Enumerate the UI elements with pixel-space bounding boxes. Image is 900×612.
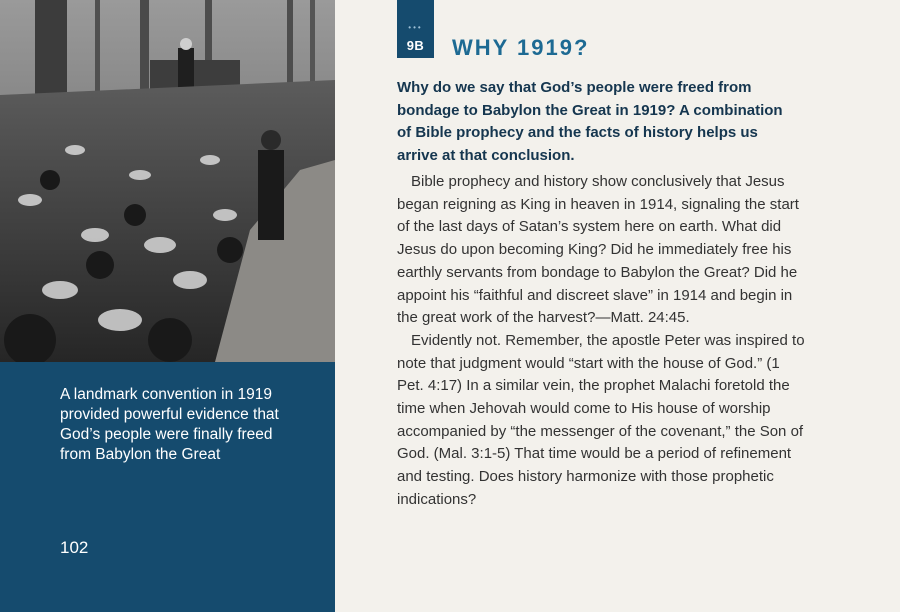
- badge-dots: •••: [408, 23, 423, 32]
- photo-caption: A landmark convention in 1919 provided powerful evidence that God’s people were finally freed from Babylon the Great: [60, 386, 279, 463]
- left-column: [0, 0, 335, 612]
- intro-paragraph: Why do we say that God’s people were freed from bondage to Babylon the Great in 1919? A combination of Bible prophecy and the facts of history helps us arrive at that conclusion.: [397, 79, 783, 164]
- page-number: 102: [60, 538, 89, 557]
- right-column: [335, 0, 900, 612]
- box-badge: [397, 0, 434, 58]
- body-paragraph: Evidently not. Remember, the apostle Peter was inspired to note that judgment would “start with the house of God.” (1 Pet. 4:17) In a similar vein, the prophet Malachi foretold the time when Jehovah would come to His house of worship accompanied by “the messenger of the covenant,” the Son of God. (Mal. 3:1-5) That time would be a period of refinement and testing. Does history harmonize with those prophetic indications?: [397, 331, 805, 508]
- convention-photo-illustration: [0, 0, 335, 362]
- body-paragraph: Bible prophecy and history show conclusively that Jesus began reigning as King in heaven in 1914, signaling the start of the last days of Satan’s system here on earth. What did Jesus do upon becoming King? Did he immediately free his earthly servants from bondage to Babylon the Great? Did he appoint his “faithful and discreet slave” in 1914 and begin in the great work of the harvest?—Matt. 24:45.: [397, 173, 799, 327]
- caption-panel: [0, 362, 335, 612]
- body-text: [397, 171, 805, 512]
- box-title: WHY 1919?: [452, 35, 590, 60]
- convention-photo: [0, 0, 335, 362]
- box-label: 9B: [406, 38, 425, 53]
